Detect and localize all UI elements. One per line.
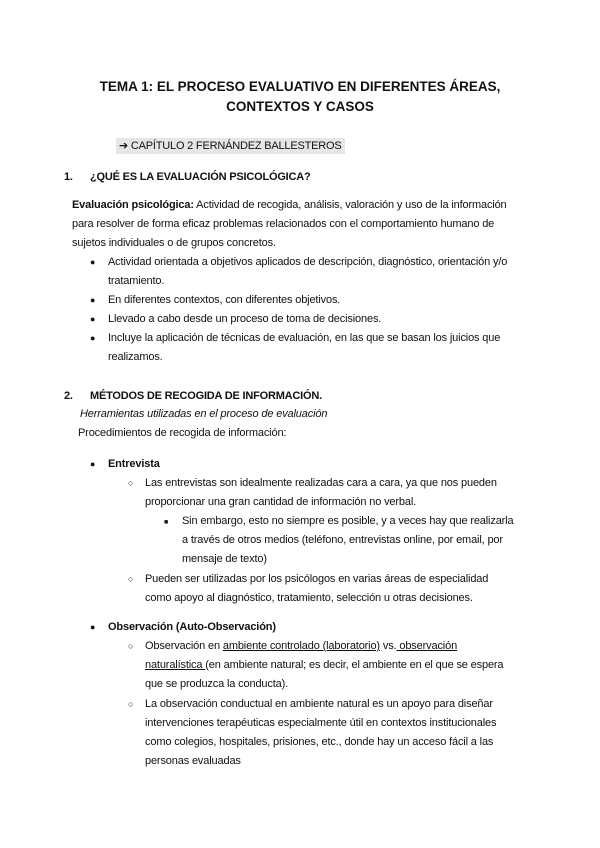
observacion-c2-line-4: personas evaluadas — [145, 755, 241, 767]
bullet-square-icon: ■ — [164, 519, 169, 526]
observacion-c1-line-1 — [145, 637, 457, 656]
bullet-disc-icon: ● — [90, 459, 96, 469]
s1-bullet-4-line-2: realizamos. — [108, 351, 163, 363]
s1-bullet-3: Llevado a cabo desde un proceso de toma de decisiones. — [108, 313, 382, 325]
section-2-title: MÉTODOS DE RECOGIDA DE INFORMACIÓN. — [90, 390, 322, 402]
observacion-c1-post: (en ambiente natural; es decir, el ambiente en el que se espera — [205, 659, 504, 671]
observacion-c2-line-3: como colegios, hospitales, prisiones, etc., donde hay un acceso fácil a las — [145, 736, 494, 748]
bullet-circle-icon: ○ — [128, 641, 134, 651]
observacion-c1-line-2 — [145, 656, 503, 675]
observacion-c1-underline-1: ambiente controlado (laboratorio) — [222, 640, 380, 652]
s1-bullet-2: En diferentes contextos, con diferentes objetivos. — [108, 294, 341, 306]
chapter-text: CAPÍTULO 2 FERNÁNDEZ BALLESTEROS — [130, 140, 342, 152]
bullet-disc-icon: ● — [90, 314, 96, 324]
observacion-c2-line-1: La observación conductual en ambiente natural es un apoyo para diseñar — [145, 698, 493, 710]
entrevista-s1-line-3: mensaje de texto) — [182, 553, 267, 565]
section-2-number: 2. — [64, 390, 73, 402]
entrevista-c1-line-2: proporcionar una gran cantidad de información no verbal. — [145, 496, 417, 508]
definition-line-1 — [72, 196, 507, 215]
bullet-disc-icon: ● — [90, 257, 96, 267]
section-1-heading — [64, 169, 311, 185]
s1-bullet-1-line-1: Actividad orientada a objetivos aplicados de descripción, diagnóstico, orientación y/o — [108, 256, 508, 268]
observacion-c1-mid: vs. — [379, 640, 397, 652]
section-2-intro: Procedimientos de recogida de información: — [78, 427, 287, 439]
observacion-label: Observación (Auto-Observación) — [108, 621, 276, 633]
chapter-reference — [116, 138, 345, 154]
entrevista-s1-line-2: a través de otros medios (teléfono, entrevistas online, por email, por — [182, 534, 503, 546]
s1-bullet-1-line-2: tratamiento. — [108, 275, 165, 287]
page-title-line-2: CONTEXTOS Y CASOS — [226, 99, 374, 114]
entrevista-c2-line-1: Pueden ser utilizadas por los psicólogos en varias áreas de especialidad — [145, 573, 489, 585]
bullet-circle-icon: ○ — [128, 699, 134, 709]
definition-text: Actividad de recogida, análisis, valoración y uso de la información — [193, 199, 507, 211]
entrevista-label: Entrevista — [108, 458, 160, 470]
observacion-c2-line-2: intervenciones terapéuticas especialmente útil en contextos institucionales — [145, 717, 497, 729]
entrevista-c1-line-1: Las entrevistas son idealmente realizadas cara a cara, ya que nos pueden — [145, 477, 497, 489]
bullet-disc-icon: ● — [90, 622, 96, 632]
s1-bullet-4-line-1: Incluye la aplicación de técnicas de evaluación, en las que se basan los juicios que — [108, 332, 501, 344]
section-1-title: ¿QUÉ ES LA EVALUACIÓN PSICOLÓGICA? — [90, 171, 311, 183]
bullet-disc-icon: ● — [90, 333, 96, 343]
observacion-c1-underline-2: observación — [396, 640, 458, 652]
section-1-number: 1. — [64, 171, 73, 183]
page-title-line-1: TEMA 1: EL PROCESO EVALUATIVO EN DIFERENTES ÁREAS, — [99, 79, 501, 94]
observacion-c1-pre: Observación en — [145, 640, 223, 652]
entrevista-s1-line-1: Sin embargo, esto no siempre es posible, y a veces hay que realizarla — [182, 515, 514, 527]
bullet-circle-icon: ○ — [128, 574, 134, 584]
section-2-heading — [64, 388, 322, 404]
observacion-c1-line-3: que se produzca la conducta). — [145, 678, 289, 690]
observacion-c1-underline-3: naturalística — [145, 659, 206, 671]
bullet-circle-icon: ○ — [128, 478, 134, 488]
definition-line-3: sujetos individuales o de grupos concretos. — [72, 237, 276, 249]
arrow-icon: ➔ — [119, 140, 129, 152]
entrevista-c2-line-2: como apoyo al diagnóstico, tratamiento, selección u otras decisiones. — [145, 592, 473, 604]
bullet-disc-icon: ● — [90, 295, 96, 305]
definition-line-2: para resolver de forma eficaz problemas relacionados con el comportamiento humano de — [72, 218, 495, 230]
section-2-subtitle: Herramientas utilizadas en el proceso de evaluación — [80, 408, 328, 420]
definition-term: Evaluación psicológica: — [72, 199, 194, 211]
